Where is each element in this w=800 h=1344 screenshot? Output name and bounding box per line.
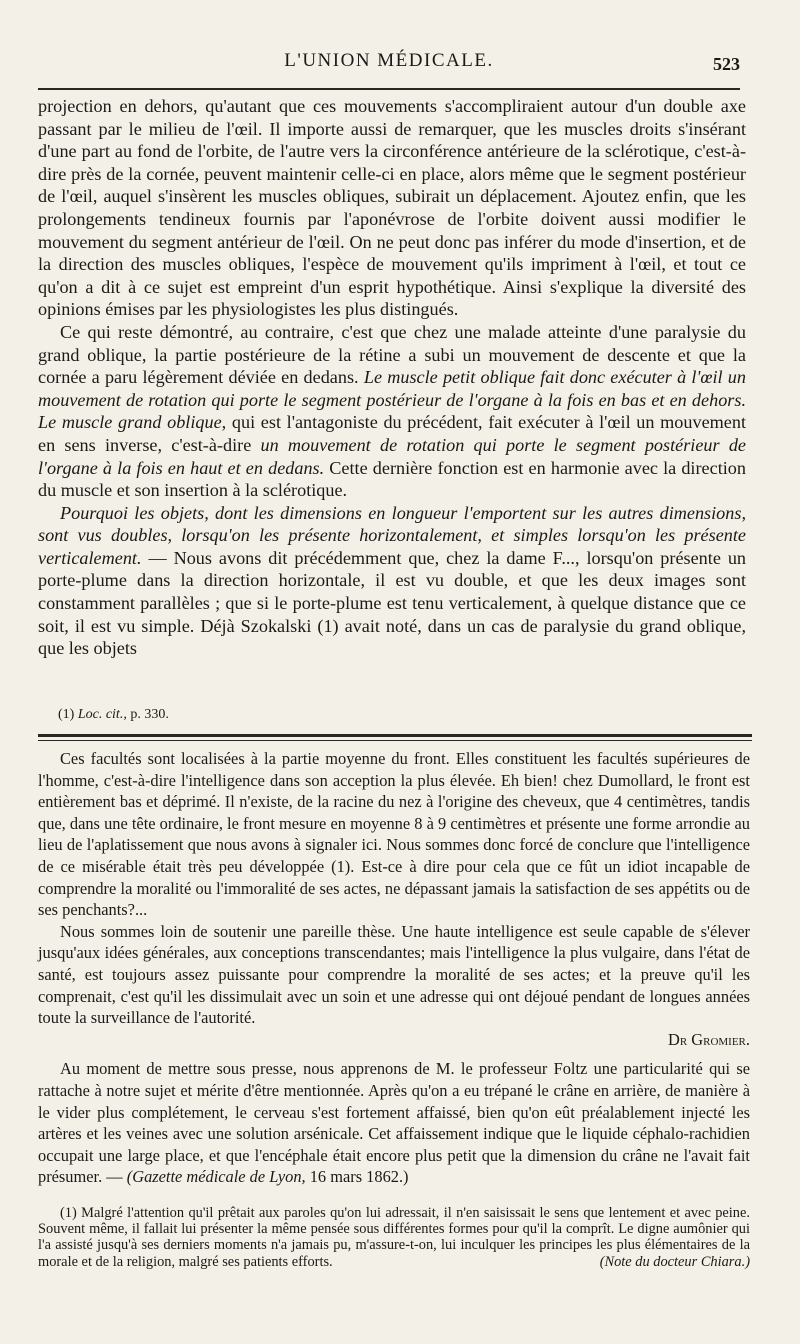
footnote-number: (1) (58, 707, 75, 722)
paragraph: Nous sommes loin de soutenir une pareille thèse. Une haute intelligence est seule capable de s'élever jusqu'aux idées générales, aux conceptions transcendantes; mais l'intelligence la plus vulgaire, dans l'état de santé, est toujours assez puissante pour comprendre la moralité de ses actes; et la preuve qu'il les comprenait, c'est qu'il les dissimulait avec un soin et une adresse qui ont déjoué pendant de longues années toute la surveillance de l'autorité. (38, 921, 750, 1028)
footnote-body: (1) Malgré l'attention qu'il prêtait aux paroles qu'on lui adressait, il n'en saisissait le sens que lentement et avec peine. Souvent même, il fallait lui présenter la même pensée sous différentes formes pour qu'il la comprît. Le digne aumônier qui l'a assisté jusqu'à ses derniers moments n'a jamais pu, m'assure-t-on, lui inculquer les principes les plus élémentaires de la morale et de la religion, malgré ses patients efforts. (38, 1205, 750, 1270)
header-rule (38, 88, 740, 90)
paragraph: Ces facultés sont localisées à la partie moyenne du front. Elles constituent les facultés supérieures de l'homme, c'est-à-dire l'intelligence dans son acception la plus élevée. Eh bien! chez Dumollard, le front est entièrement bas et déprimé. Il n'existe, de la racine du nez à l'origine des cheveux, que 4 centimètres, tandis que, dans une tête ordinaire, le front mesure en moyenne 8 à 9 centimètres et présente une forme arrondie au lieu de l'aplatissement que nous avons à signaler ici. Nous sommes donc forcé de conclure que l'intelligence de ce misérable était très peu développée (1). Est-ce à dire pour cela que ce fût un idiot incapable de comprendre la moralité ou l'immoralité de ses actes, ne dépassant jamais la satisfaction de ses appétits ou de ses penchants?... (38, 749, 750, 920)
paragraph: projection en dehors, qu'autant que ces mouvements s'accompliraient autour d'un double axe passant par le milieu de l'œil. Il importe aussi de remarquer, que les muscles droits s'insérant d'une part au fond de l'orbite, de l'autre vers la circonférence antérieure de la sclérotique, c'est-à-dire près de la cornée, peuvent maintenir celle-ci en place, alors même que le segment postérieur de l'œil, auquel s'insèrent les muscles obliques, subirait un déplacement. Ajoutez enfin, que les prolongements tendineux fournis par l'aponévrose de l'orbite doivent aussi modifier le mouvement du segment antérieur de l'œil. On ne peut donc pas inférer du mode d'insertion, et de la direction des muscles obliques, l'espèce de mouvement qu'ils impriment à l'œil, et tout ce qu'on a dit à ce sujet est empreint d'un esprit hypothétique. Ainsi s'explique la diversité des opinions émises par les physiologistes les plus distingués. (38, 96, 746, 320)
text-run: Au moment de mettre sous presse, nous apprenons de M. le professeur Foltz une particularité qui se rattache à notre sujet et mérite d'être mentionnée. Après qu'on a eu trépané le crâne en arrière, de manière à le vider plus complétement, le cerveau s'est fortement affaissé, bien qu'on eût préalablement injecté les artères et les veines avec une solution arsénicale. Cet affaissement indique que le liquide céphalo-rachidien occupait une large place, et que l'encéphale était encore plus petit que la dimension du crâne ne l'avait fait présumer. — (38, 1059, 750, 1187)
text-run: Cette dernière fonction est en harmonie avec la direction du muscle et son insertion à la sclérotique. (38, 457, 746, 501)
footnote-page: p. 330. (130, 707, 169, 722)
text-run: — Nous avons dit précédemment que, chez la dame F..., lorsqu'on présente un porte-plume dans la direction horizontale, il est vu double, et que les deux images sont constamment parallèles ; que si le porte-plume est tenu verticalement, à quelque distance que ce soit, il est vu simple. Déjà Szokalski (1) avait noté, dans un cas de paralysie du grand oblique, que les objets (38, 547, 747, 659)
citation-date: 16 mars 1862.) (309, 1167, 409, 1187)
author-signature: Dr Gromier. (668, 1029, 750, 1049)
section-rule (38, 734, 752, 737)
paragraph (38, 321, 746, 502)
footnote-source: (Note du docteur Chiara.) (599, 1253, 750, 1270)
section-heading-italic: Pourquoi les objets, dont les dimensions en longueur l'emportent sur les autres dimensions, sont vus doubles, lorsqu'on les présente horizontalement, et simples lorsqu'on les présente verticalement. (38, 502, 746, 568)
main-article (38, 95, 746, 660)
feuilleton-section (38, 748, 750, 1188)
text-run: qui est l'antagoniste du précédent, fait exécuter à l'œil un mouvement en sens inverse, c'est-à-dire (38, 412, 747, 455)
footnote-text (38, 1205, 750, 1270)
emphasis-text: un mouvement de rotation qui porte le segment postérieur de l'organe à la fois en haut et en dedans. (38, 434, 746, 478)
page-header (38, 48, 740, 78)
paragraph (38, 502, 746, 660)
emphasis-text: Le muscle petit oblique fait donc exécuter à l'œil un mouvement de rotation qui porte le segment postérieur de l'organe à la fois en bas et en dehors. Le muscle grand oblique, (38, 367, 746, 433)
source-citation: (Gazette médicale de Lyon, (126, 1167, 306, 1187)
page-number: 523 (713, 54, 740, 74)
paragraph (38, 1058, 750, 1188)
running-title: L'UNION MÉDICALE. (284, 50, 494, 71)
footnote (58, 707, 169, 723)
section-rule (38, 740, 752, 741)
footnote-reference: Loc. cit., (77, 707, 127, 722)
spacer (38, 1050, 750, 1058)
bottom-footnote (38, 1205, 750, 1270)
text-run: Ce qui reste démontré, au contraire, c'est que chez une malade atteinte d'une paralysie du grand oblique, la partie postérieure de la rétine a subi un mouvement de descente et que la cornée a paru légèrement déviée en dedans. (38, 321, 746, 388)
